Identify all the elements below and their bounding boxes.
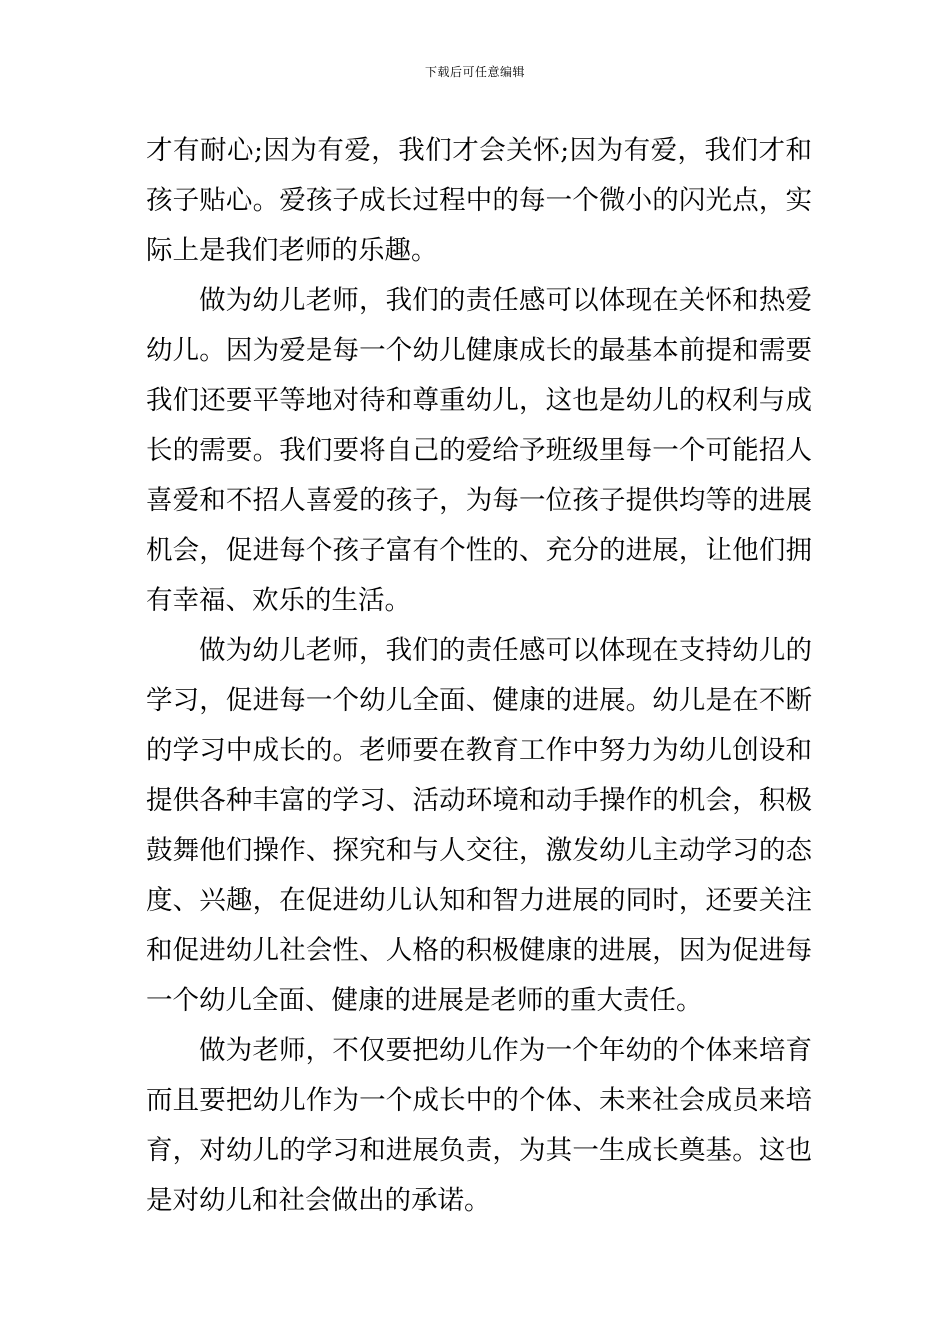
text-line: 我们还要平等地对待和尊重幼儿，这也是幼儿的权利与成 [146,385,812,416]
text-line: 鼓舞他们操作、探究和与人交往，激发幼儿主动学习的态 [146,835,812,866]
text-line: 和促进幼儿社会性、人格的积极健康的进展，因为促进每 [146,935,812,966]
text-line: 幼儿。因为爱是每一个幼儿健康成长的最基本前提和需要 [146,335,812,366]
text-line: 做为幼儿老师，我们的责任感可以体现在关怀和热爱 [199,285,812,316]
text-line: 一个幼儿全面、健康的进展是老师的重大责任。 [146,985,703,1016]
text-line: 长的需要。我们要将自己的爱给予班级里每一个可能招人 [146,435,812,466]
text-line: 提供各种丰富的学习、活动环境和动手操作的机会，积极 [146,785,812,816]
paragraph [146,1026,812,1226]
text-line: 才有耐心;因为有爱，我们才会关怀;因为有爱，我们才和 [146,135,812,166]
text-line: 是对幼儿和社会做出的承诺。 [146,1185,491,1216]
text-line: 有幸福、欢乐的生活。 [146,585,411,616]
text-line: 学习，促进每一个幼儿全面、健康的进展。幼儿是在不断 [146,685,812,716]
text-line: 而且要把幼儿作为一个成长中的个体、未来社会成员来培 [146,1085,812,1116]
text-line: 喜爱和不招人喜爱的孩子，为每一位孩子提供均等的进展 [146,485,812,516]
text-line: 度、兴趣，在促进幼儿认知和智力进展的同时，还要关注 [146,885,812,916]
text-line: 际上是我们老师的乐趣。 [146,235,438,266]
text-line: 做为幼儿老师，我们的责任感可以体现在支持幼儿的 [199,635,812,666]
text-line: 孩子贴心。爱孩子成长过程中的每一个微小的闪光点，实 [146,185,812,216]
paragraph [146,626,812,1026]
text-line: 做为老师，不仅要把幼儿作为一个年幼的个体来培育 [199,1035,812,1066]
document-body [146,126,812,1226]
paragraph [146,126,812,276]
text-line: 的学习中成长的。老师要在教育工作中努力为幼儿创设和 [146,735,812,766]
page-header: 下载后可任意编辑 [424,65,525,79]
text-line: 机会，促进每个孩子富有个性的、充分的进展，让他们拥 [146,535,812,566]
paragraph [146,276,812,626]
text-line: 育，对幼儿的学习和进展负责，为其一生成长奠基。这也 [146,1135,812,1166]
